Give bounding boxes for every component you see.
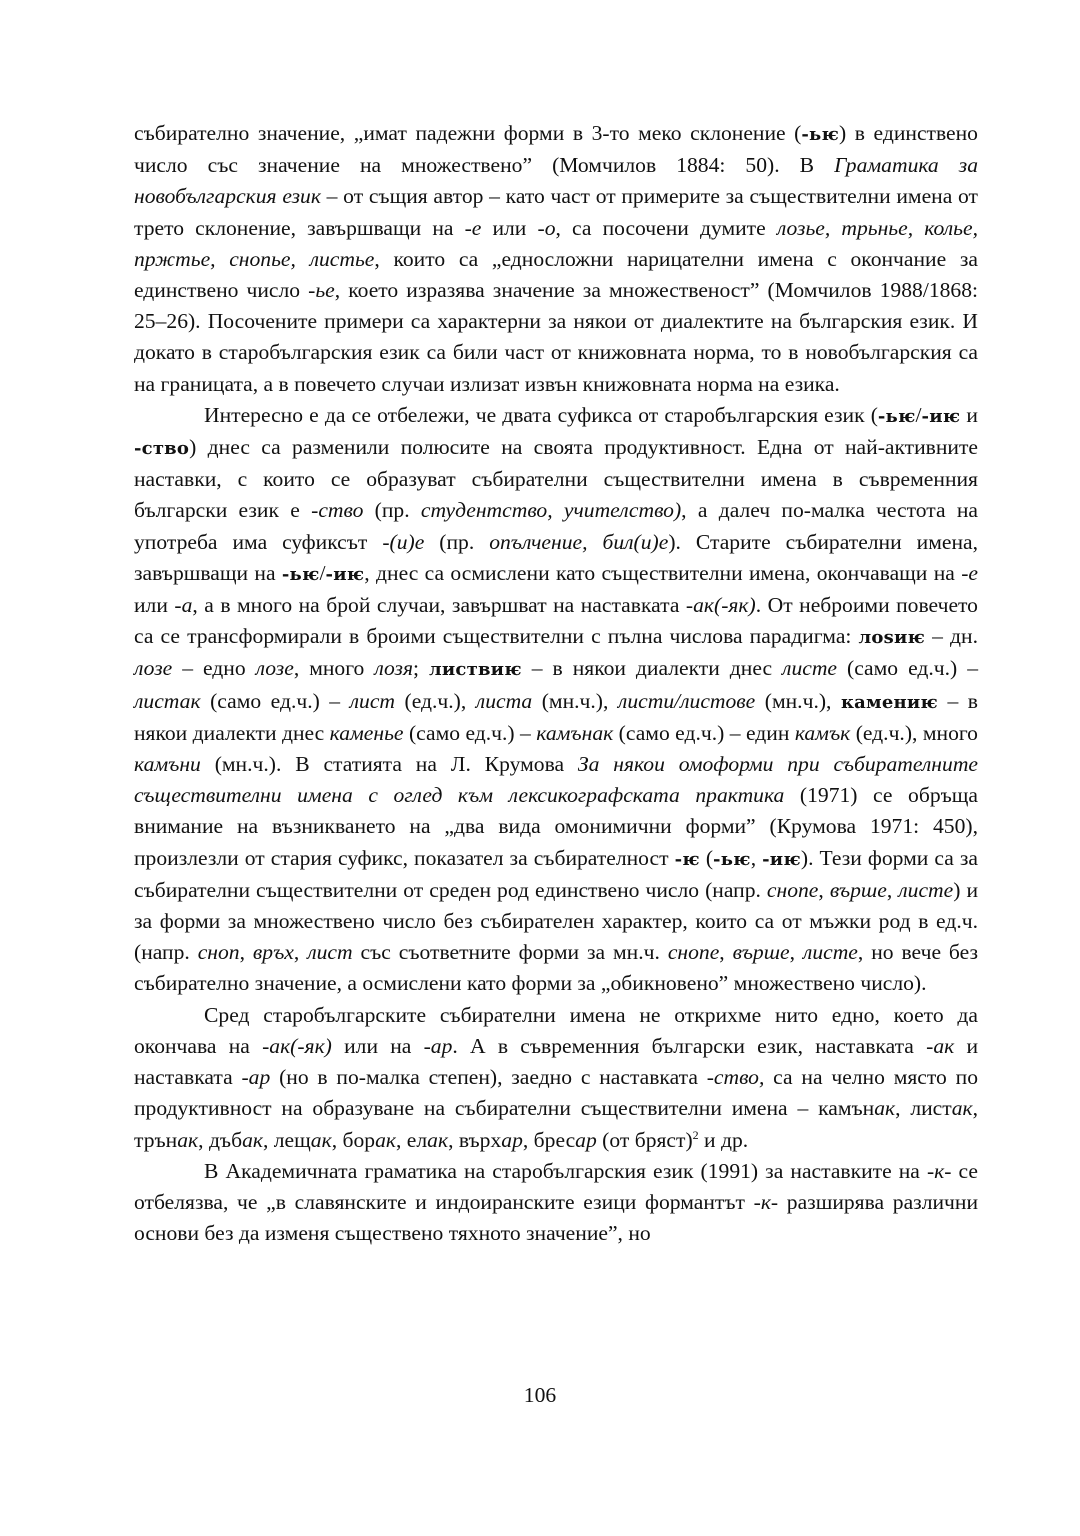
text-run: (ед.ч.), xyxy=(395,688,476,713)
text-run: , а в много на брой случаи, завършват на наставката xyxy=(192,593,686,618)
italic-term: върше xyxy=(829,877,887,902)
text-run: (но в по-малка степен), заедно с наставката xyxy=(270,1065,707,1090)
text-run: – едно xyxy=(172,656,256,681)
italic-term: студентство, учителство) xyxy=(420,498,682,523)
text-run: , а далеч по-малка честота на употреба има суфиксът xyxy=(134,498,979,554)
italic-term: листи/листове xyxy=(617,688,756,713)
text-run: – в някои диалекти днес xyxy=(521,656,783,681)
italic-term: сноп xyxy=(197,940,240,965)
text-run: , трън xyxy=(134,1096,979,1152)
italic-term: -к- xyxy=(753,1189,779,1214)
italic-term: -е xyxy=(961,560,978,585)
italic-term: лист xyxy=(349,688,396,713)
italic-term: снопе xyxy=(766,877,819,902)
text-run: – в някои диалекти днес xyxy=(134,688,978,745)
italic-term: листе xyxy=(782,656,838,681)
italic-term: -ство xyxy=(311,498,364,523)
text-run: , но вече без събирателно значение, а осмислени като форми за „обикновено” множествено число). xyxy=(134,940,979,996)
text-run: , ел xyxy=(395,1127,428,1152)
italic-term: ак xyxy=(310,1127,332,1152)
text-run: , xyxy=(886,877,899,902)
text-run: или xyxy=(481,215,538,240)
text-run: , много xyxy=(293,656,375,681)
italic-term: лозье, трьнье, колье, пржтье, снопье, листье xyxy=(134,215,978,271)
body-text xyxy=(134,118,978,1249)
old-bulgarian-form: -ьѥ xyxy=(877,405,916,427)
old-bulgarian-form: -иѥ xyxy=(325,563,365,585)
italic-term: лозе xyxy=(255,656,294,681)
italic-term: -ар xyxy=(241,1065,271,1090)
italic-term: ак xyxy=(874,1096,896,1121)
italic-term: лист xyxy=(307,940,353,965)
italic-term: -ар xyxy=(423,1033,453,1058)
text-run: (1971) се обръща внимание на възникването на „два вида омонимични форми” (Крумова 1971: 450), произлезли от стария суфикс, показател за събирателност xyxy=(134,783,978,870)
text-run: , днес са осмислени като съществителни имена, окончаващи на xyxy=(364,560,962,585)
old-bulgarian-form: -ьѥ xyxy=(713,848,751,870)
text-run: / xyxy=(915,402,922,427)
text-run: , са посочени думите xyxy=(555,215,777,240)
text-run: са на челно място по продуктивност на образуване на събирателни съществителни имена – камън xyxy=(134,1065,978,1121)
italic-term: -к- xyxy=(926,1158,952,1183)
italic-term: -ство, xyxy=(706,1065,765,1090)
italic-term: листа xyxy=(475,688,533,713)
text-run: , което изразява значение за множественост” (Момчилов 1988/1868: 25–26). Посочените примери са характерни за някои от диалектите на българския език. И докато в старобългарския език са били част от книжовната норма, то в новобългарския са на границата, а в повечето случаи излизат извън книжовната норма на езика. xyxy=(134,278,979,396)
text-run: , лещ xyxy=(262,1127,311,1152)
italic-term: листе xyxy=(802,940,858,965)
old-bulgarian-form: -иѥ xyxy=(921,405,961,427)
old-bulgarian-form: листвиѥ xyxy=(428,659,522,681)
italic-term: -а xyxy=(174,593,193,618)
italic-term: -о xyxy=(537,215,556,240)
text-run: и xyxy=(960,402,978,427)
old-bulgarian-form: -ьѥ xyxy=(281,563,320,585)
italic-term: ар xyxy=(501,1127,523,1152)
text-run: – дн. xyxy=(925,624,978,649)
text-run: , брес xyxy=(522,1127,576,1152)
old-bulgarian-form: -ѥ xyxy=(674,848,700,870)
italic-term: -ак(-як) xyxy=(262,1033,332,1058)
text-run: , xyxy=(818,877,830,902)
text-run: , дъб xyxy=(198,1127,243,1152)
text-run: (мн.ч.). В статията на Л. Крумова xyxy=(200,752,578,777)
italic-term: листе xyxy=(898,877,954,902)
italic-term: ак xyxy=(375,1127,396,1152)
paragraph xyxy=(134,400,978,1000)
text-run: , xyxy=(750,845,763,870)
text-run: ). Тези форми са за събирателни съществителни от среден род единствено число (напр. xyxy=(134,845,979,902)
italic-term: опълчение, бил(и)е xyxy=(489,529,669,554)
text-run: ; xyxy=(412,656,429,681)
page-number: 106 xyxy=(523,1383,557,1407)
text-run: , върх xyxy=(448,1127,502,1152)
italic-term: листак xyxy=(134,688,201,713)
italic-term: каменье xyxy=(329,720,404,745)
paragraph xyxy=(134,1156,978,1250)
text-run: Сред старобългарските събирателни имена не открихме нито едно, което да окончава на xyxy=(134,1002,978,1058)
text-run: (от бряст) xyxy=(596,1127,693,1152)
old-bulgarian-form: камениѥ xyxy=(840,691,938,713)
text-run: В Академичната граматика на старобългарския език (1991) за наставките на xyxy=(204,1158,927,1183)
text-run: се отбелязва, че „в славянските и индоиранските езици формантът xyxy=(134,1158,978,1214)
text-run: (само ед.ч.) – xyxy=(837,656,978,681)
text-run: (само ед.ч.) – един xyxy=(613,720,795,745)
text-run: ). Старите събирателни имена, завършващи на xyxy=(134,529,978,585)
italic-term: -е xyxy=(464,215,482,240)
text-run: със съответните форми за мн.ч. xyxy=(352,940,668,965)
text-run: , лист xyxy=(895,1096,952,1121)
italic-term: -(и)е xyxy=(382,529,425,554)
text-run: , които са „едносложни нарицателни имена с окончание за единствено число xyxy=(134,246,978,303)
italic-term: лозя xyxy=(374,656,413,681)
text-run: (само ед.ч.) – xyxy=(403,720,537,745)
italic-term: камънак xyxy=(536,720,614,745)
old-bulgarian-form: -ство xyxy=(134,438,190,460)
italic-term: -ак(-як) xyxy=(685,593,756,618)
italic-term: лозе xyxy=(134,656,173,681)
italic-term: камъни xyxy=(134,752,201,777)
text-run: – от същия автор – като част от примерите за съществителни имена от трето склонение, завършващи на xyxy=(134,184,978,240)
text-run: ( xyxy=(699,845,714,870)
paragraph xyxy=(134,118,978,400)
text-run: разширява различни основи без да изменя съществено тяхното значение”, но xyxy=(134,1189,979,1246)
italic-term: -ак xyxy=(926,1033,955,1058)
text-run: или на xyxy=(331,1033,424,1058)
italic-term: -ье xyxy=(308,278,335,303)
text-run: . От неброими повечето са се трансформирали в броими съществителни с пълна числова парадигма: xyxy=(134,593,978,649)
text-run: / xyxy=(319,560,326,585)
text-run: или xyxy=(134,593,175,618)
text-run: , xyxy=(293,940,308,965)
text-run: Интересно е да се отбележи, че двата суфикса от старобългарския език ( xyxy=(204,402,878,427)
text-run: (пр. xyxy=(424,529,490,554)
text-run: , xyxy=(239,940,253,965)
text-run: (ед.ч.), много xyxy=(850,720,978,745)
text-run: (мн.ч.), xyxy=(755,688,841,713)
text-run: , xyxy=(789,940,803,965)
text-run: събирателно значение, „имат падежни форми в 3-то меко склонение ( xyxy=(134,121,802,145)
paragraph xyxy=(134,1000,978,1156)
italic-term: снопе xyxy=(667,940,720,965)
italic-term: ак xyxy=(951,1096,973,1121)
italic-term: върше xyxy=(732,940,790,965)
text-run: ) днес са разменили полюсите на своята продуктивност. Една от най-активните наставки, с които се образуват събирателни съществителни имена в съвременния български език е xyxy=(134,435,978,523)
italic-term: камък xyxy=(794,720,851,745)
text-run: . А в съвременния български език, наставката xyxy=(452,1033,927,1058)
text-run: , бор xyxy=(331,1127,376,1152)
italic-term: ак xyxy=(177,1127,199,1152)
old-bulgarian-form: лоѕиѥ xyxy=(858,627,926,649)
italic-term: Граматика за новобългарския език xyxy=(134,153,978,209)
text-run: (мн.ч.), xyxy=(532,688,618,713)
old-bulgarian-form: -ьѥ xyxy=(801,124,840,145)
text-run: (пр. xyxy=(363,498,421,523)
text-run: и др. xyxy=(698,1127,749,1152)
text-run: ) и за форми за множествено число без събирателен характер, които са от мъжки род в ед.ч. (напр. xyxy=(134,877,979,965)
italic-term: За някои омоформи при събирателните съществителни имена с оглед към лексикографската практика xyxy=(134,752,978,808)
italic-term: връх xyxy=(252,940,294,965)
footnote-mark: 2 xyxy=(692,1127,699,1142)
text-run: и наставката xyxy=(134,1033,979,1090)
text-run: ) в единствено число със значение на множествено” (Момчилов 1884: 50). В xyxy=(134,121,978,178)
italic-term: ар xyxy=(575,1127,597,1152)
old-bulgarian-form: -иѥ xyxy=(762,848,801,870)
italic-term: ак xyxy=(242,1127,263,1152)
text-run: (само ед.ч.) – xyxy=(200,688,350,713)
text-run: , xyxy=(719,940,733,965)
italic-term: ак xyxy=(427,1127,449,1152)
